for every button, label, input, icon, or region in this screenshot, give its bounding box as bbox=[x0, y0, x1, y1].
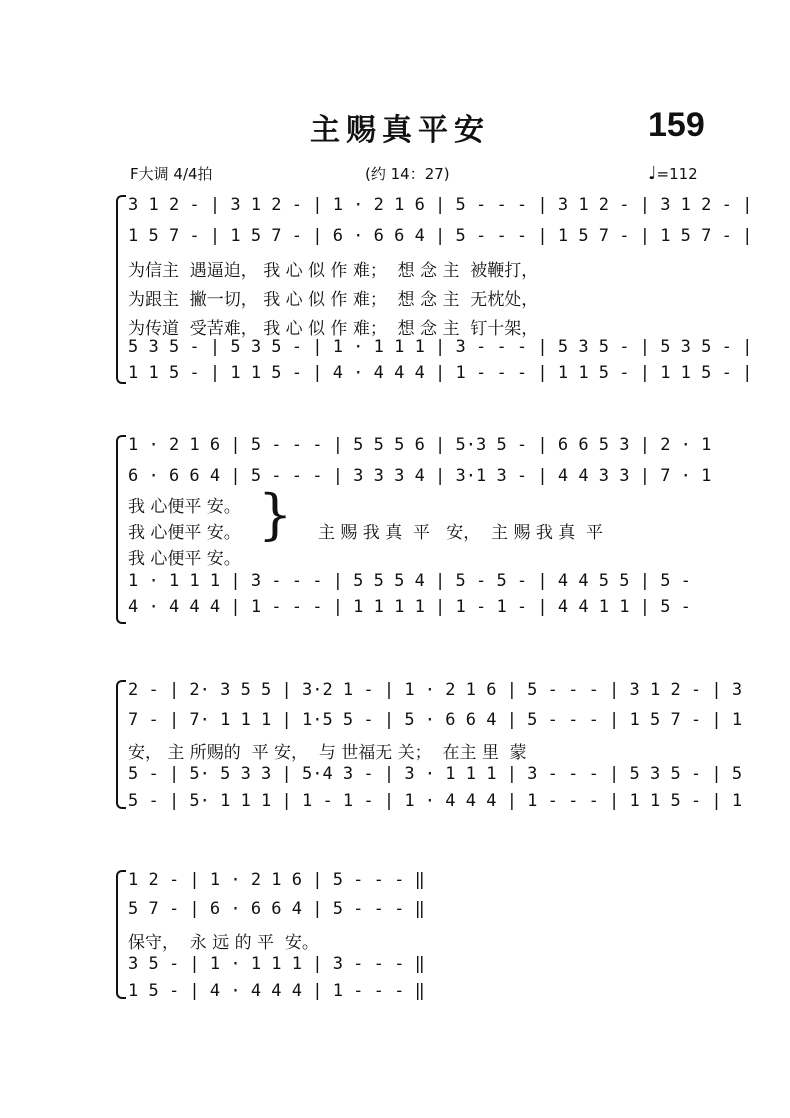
system-3 bbox=[128, 680, 743, 811]
lyric-line: 保守， 永 远 的 平 安。 bbox=[128, 933, 319, 953]
alto-line: 6 · 6 6 4 | 5 - - - | 3 3 3 4 | 3·1 3 - | 4 4 3 3 | 7 · 1 bbox=[128, 466, 712, 486]
alto-line: 5 7 - | 6 · 6 6 4 | 5 - - - ‖ bbox=[128, 899, 425, 919]
system-brace bbox=[116, 435, 126, 624]
scripture-reference: (约 14：27) bbox=[365, 165, 450, 183]
song-title: 主赐真平安 bbox=[310, 113, 490, 148]
lyric-verse-2: 为跟主 撇一切， 我 心 似 作 难； 想 念 主 无枕处， bbox=[128, 290, 539, 310]
lyric-line: 安， 主 所赐的 平 安， 与 世福无 关； 在主 里 蒙 bbox=[128, 743, 527, 763]
system-brace bbox=[116, 870, 126, 999]
bass-line: 5 - | 5· 1 1 1 | 1 - 1 - | 1 · 4 4 4 | 1 - - - | 1 1 5 - | 1 bbox=[128, 791, 743, 811]
verse-ending-3: 我 心便平 安。 bbox=[128, 549, 241, 569]
system-1 bbox=[128, 195, 753, 383]
quarter-note-icon: ♩ bbox=[648, 163, 657, 184]
verse-ending-2: 我 心便平 安。 bbox=[128, 523, 241, 543]
lyric-verse-3: 为传道 受苦难， 我 心 似 作 难； 想 念 主 钉十架， bbox=[128, 319, 539, 339]
system-4 bbox=[128, 870, 458, 1001]
soprano-line: 3 1 2 - | 3 1 2 - | 1 · 2 1 6 | 5 - - - | 3 1 2 - | 3 1 2 - | bbox=[128, 195, 753, 215]
alto-line: 1 5 7 - | 1 5 7 - | 6 · 6 6 4 | 5 - - - | 1 5 7 - | 1 5 7 - | bbox=[128, 226, 753, 246]
soprano-line: 1 2 - | 1 · 2 1 6 | 5 - - - ‖ bbox=[128, 870, 425, 890]
system-brace bbox=[116, 195, 126, 384]
chorus-lyric: 主 赐 我 真 平 安， 主 赐 我 真 平 bbox=[318, 523, 604, 543]
soprano-line: 1 · 2 1 6 | 5 - - - | 5 5 5 6 | 5·3 5 - | 6 6 5 3 | 2 · 1 bbox=[128, 435, 712, 455]
tempo-marking bbox=[648, 163, 698, 184]
verse-ending-1: 我 心便平 安。 bbox=[128, 497, 241, 517]
alto-line: 7 - | 7· 1 1 1 | 1·5 5 - | 5 · 6 6 4 | 5 - - - | 1 5 7 - | 1 bbox=[128, 710, 743, 730]
system-2 bbox=[128, 435, 712, 620]
tenor-line: 1 · 1 1 1 | 3 - - - | 5 5 5 4 | 5 - 5 - | 4 4 5 5 | 5 - bbox=[128, 571, 691, 591]
tenor-line: 5 3 5 - | 5 3 5 - | 1 · 1 1 1 | 3 - - - | 5 3 5 - | 5 3 5 - | bbox=[128, 337, 753, 357]
tempo-value: =112 bbox=[656, 165, 698, 183]
tenor-line: 3 5 - | 1 · 1 1 1 | 3 - - - ‖ bbox=[128, 954, 425, 974]
bass-line: 1 5 - | 4 · 4 4 4 | 1 - - - ‖ bbox=[128, 981, 425, 1001]
system-brace bbox=[116, 680, 126, 809]
soprano-line: 2 - | 2· 3 5 5 | 3·2 1 - | 1 · 2 1 6 | 5 - - - | 3 1 2 - | 3 bbox=[128, 680, 743, 700]
lyric-verse-1: 为信主 遇逼迫， 我 心 似 作 难； 想 念 主 被鞭打， bbox=[128, 261, 539, 281]
tenor-line: 5 - | 5· 5 3 3 | 5·4 3 - | 3 · 1 1 1 | 3 - - - | 5 3 5 - | 5 bbox=[128, 764, 743, 784]
bass-line: 4 · 4 4 4 | 1 - - - | 1 1 1 1 | 1 - 1 - | 4 4 1 1 | 5 - bbox=[128, 597, 691, 617]
bass-line: 1 1 5 - | 1 1 5 - | 4 · 4 4 4 | 1 - - - | 1 1 5 - | 1 1 5 - | bbox=[128, 363, 753, 383]
page-number: 159 bbox=[648, 106, 705, 144]
key-signature: F大调 4/4拍 bbox=[130, 165, 213, 183]
verse-join-brace: } bbox=[258, 483, 293, 546]
